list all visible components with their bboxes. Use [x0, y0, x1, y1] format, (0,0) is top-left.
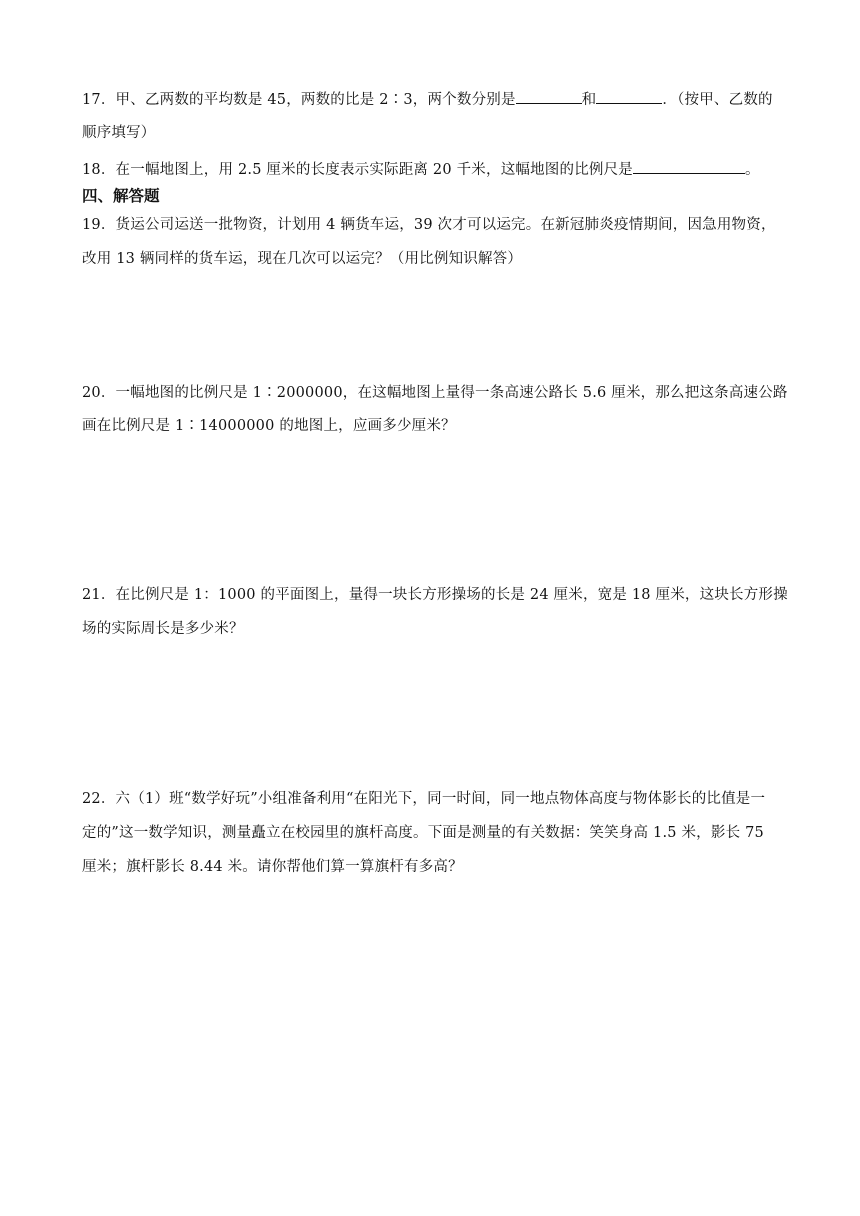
- question-17-text-c: ．（按甲、乙数的: [662, 92, 773, 108]
- question-20-line-2: 画在比例尺是 1∶14000000 的地图上，应画多少厘米？: [82, 418, 456, 434]
- question-22-line-3: 厘米；旗杆影长 8.44 米。请你帮他们算一算旗杆有多高？: [82, 859, 463, 875]
- answer-blank-17a[interactable]: [516, 89, 582, 104]
- question-22-line-1: 22．六（1）班“数学好玩”小组准备利用“在阳光下，同一时间，同一地点物体高度与物体影长的比值是一: [82, 791, 766, 807]
- answer-blank-18[interactable]: [633, 159, 745, 174]
- question-17-line-2: 顺序填写）: [82, 125, 156, 141]
- question-18-line-1: [82, 159, 812, 180]
- question-19-line-1: 19．货运公司运送一批物资，计划用 4 辆货车运，39 次才可以运完。在新冠肺炎疫情期间，因急用物资，: [82, 217, 776, 233]
- question-18-text-a: 18．在一幅地图上，用 2.5 厘米的长度表示实际距离 20 千米，这幅地图的比例尺是: [82, 162, 633, 178]
- question-21-line-2: 场的实际周长是多少米？: [82, 621, 244, 637]
- section-heading-answer-questions: 四、解答题: [82, 187, 160, 205]
- question-20-line-1: 20．一幅地图的比例尺是 1∶2000000，在这幅地图上量得一条高速公路长 5.6 厘米，那么把这条高速公路: [82, 385, 788, 401]
- question-17-line-1: [82, 89, 812, 110]
- question-17-text-b: 和: [581, 92, 597, 108]
- answer-blank-17b[interactable]: [596, 89, 662, 104]
- question-22-line-2: 定的”这一数学知识，测量矗立在校园里的旗杆高度。下面是测量的有关数据：笑笑身高 1.5 米，影长 75: [82, 825, 764, 841]
- question-21-line-1: 21．在比例尺是 1：1000 的平面图上，量得一块长方形操场的长是 24 厘米，宽是 18 厘米，这块长方形操: [82, 587, 788, 603]
- question-18-text-b: 。: [745, 162, 760, 178]
- question-17-text-a: 17．甲、乙两数的平均数是 45，两数的比是 2∶3，两个数分别是: [82, 92, 516, 108]
- question-19-line-2: 改用 13 辆同样的货车运，现在几次可以运完？（用比例知识解答）: [82, 251, 523, 267]
